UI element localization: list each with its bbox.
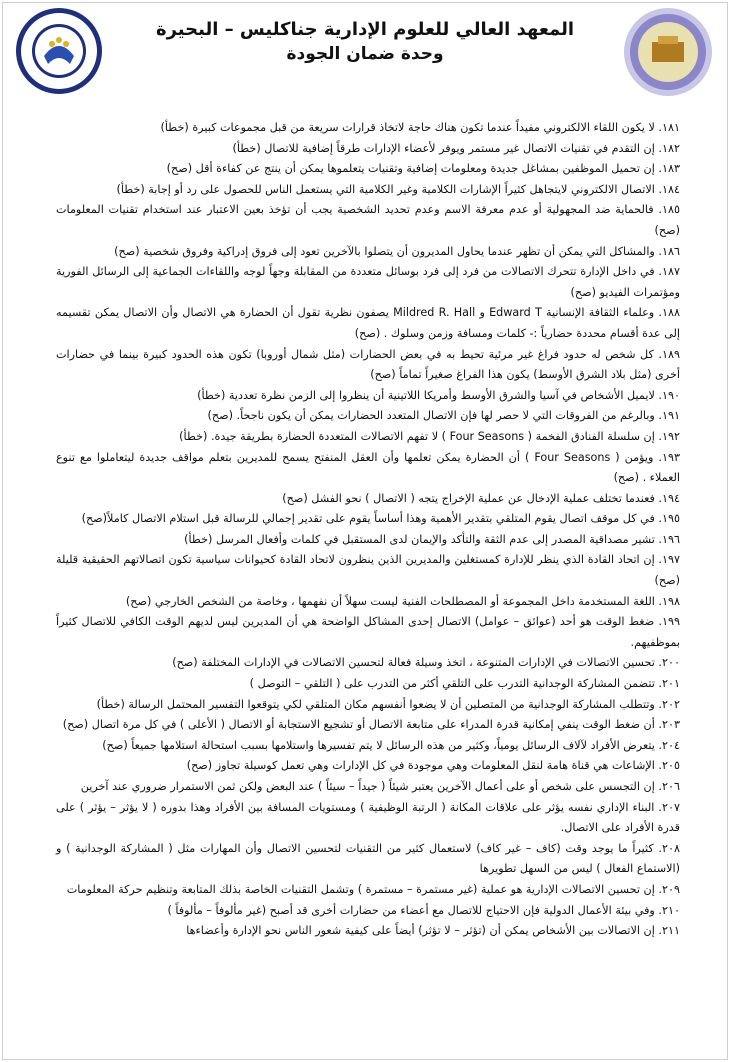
question-number: ١٨٥ xyxy=(661,203,680,217)
question-item xyxy=(56,756,680,777)
true-false-question-list xyxy=(56,118,680,942)
question-text: في داخل الإدارة تتحرك الاتصالات من فرد إلى فرد بوسائل متعددة من المقابلة وجهاً لوجه واللقاءات الجماعية إلى الرسائل الفورية ومؤتمرات الفيديو (صح) xyxy=(56,265,680,299)
question-item xyxy=(56,653,680,674)
question-text: الاتصال الالكتروني لايتجاهل كثيراً الإشارات الكلامية وغير الكلامية التي يستعمل الناس للحصول على رد أو إجابة (خطأ) xyxy=(116,182,655,196)
question-text: وفي بيئة الأعمال الدولية فإن الاحتياج للاتصال مع أعضاء من حضارات أخرى قد أصبح (غير مألوفاً – مألوفاً ) xyxy=(167,903,655,917)
number-separator: . xyxy=(654,718,662,732)
question-item xyxy=(56,777,680,798)
number-separator: . xyxy=(653,347,662,361)
question-number: ١٩٩ xyxy=(661,615,680,629)
question-number: ١٨٧ xyxy=(661,265,680,279)
question-text: وتتطلب المشاركة الوجدانية من المتصلين أن لا يضعوا أنفسهم مكان المتلقي لكي يتوقعوا التفسير المحتمل الرسالة (خطأ) xyxy=(96,697,655,711)
number-separator: . xyxy=(653,841,662,855)
question-item xyxy=(56,139,680,160)
question-text: والمشاكل التي يمكن أن تظهر عندما يحاول المديرون أن يتصلوا بالآخرين تعود إلى فروق إدراكية وفروق شخصية (صح) xyxy=(114,244,655,258)
question-item xyxy=(56,921,680,942)
question-number: ٢٠٦ xyxy=(661,780,680,793)
question-item xyxy=(56,839,680,880)
question-item xyxy=(56,592,680,613)
question-number: ١٩٠ xyxy=(661,388,680,402)
question-number: ١٩٣ xyxy=(661,450,680,464)
question-number: ١٨١ xyxy=(661,121,680,134)
number-separator: . xyxy=(654,491,662,505)
question-number: ١٩٤ xyxy=(661,491,680,505)
question-item xyxy=(56,427,680,448)
question-number: ٢٠٧ xyxy=(661,800,680,814)
unit-name: وحدة ضمان الجودة xyxy=(286,44,444,64)
question-text: لا يكون اللقاء الالكتروني مفيداً عندما تكون هناك حاجة لاتخاذ قرارات سريعة من قبل مجموعات كبيرة (خطأ) xyxy=(160,121,655,134)
number-separator: . xyxy=(653,450,662,464)
question-text: يتعرض الأفراد لآلاف الرسائل يومياً، وكثير من هذه الرسائل لا يتم تفسيرها واستلامها بسبب استحالة استلامها جميعاً (صح) xyxy=(102,738,655,752)
question-text: ويؤمن ( Four Seasons ) أن الحضارة يمكن تعلمها وأن العقل المنفتح يسمح للمديرين بتعلم مواقف جديدة ليتعاملوا مع تنوع العملاء . (صح) xyxy=(56,450,680,485)
question-item xyxy=(56,303,680,344)
number-separator: . xyxy=(654,594,662,608)
number-separator: . xyxy=(654,265,662,279)
question-number: ١٩٨ xyxy=(661,594,680,608)
question-text: كل شخص له حدود فراغ غير مرئية تحيط به في بعض الحضارات (مثل شمال أوروبا) تكون هذه الحدود كبيرة بينما في حضارات أخرى (مثل بلاد الشرق الأوسط) يكون هذا الفراغ صغيراً تماماً (صح) xyxy=(56,347,680,382)
question-text: الإشاعات هي قناة هامة لنقل المعلومات وهي موجودة في كل الإدارات وهي تعمل كوسيلة تجاوز (صح) xyxy=(186,759,655,773)
question-text: إن التجسس على شخص أو على أعمال الآخرين يعتبر شيئاً ( جيداً – سيئاً ) عند البعض ولكن ثمن الاستمرار ضروري عند آخرين xyxy=(80,780,655,793)
question-number: ١٩٢ xyxy=(661,429,680,443)
number-separator: . xyxy=(654,615,662,629)
question-item xyxy=(56,489,680,510)
question-number: ٢٠٤ xyxy=(661,738,680,752)
institute-logo xyxy=(622,6,714,98)
question-text: البناء الإداري نفسه يؤثر على علاقات المكانة ( الرتبة الوظيفية ) ومستويات المسافة بين الأفراد وهذا بدوره ( لا يؤثر – يؤثر ) على قدرة الأفراد على الاتصال. xyxy=(56,800,680,835)
question-item xyxy=(56,550,680,591)
question-text: كثيراً ما يوجد وقت (كاف – غير كاف) لاستعمال كثير من التقنيات لتحسين الاتصال وأن المهارات مثل ( المشاركة الوجدانية ) و (الاستماع الفعال ) ليس من السهل تطويرها xyxy=(56,841,680,876)
question-item xyxy=(56,159,680,180)
number-separator: . xyxy=(654,182,662,196)
number-separator: . xyxy=(653,203,662,217)
question-text: ضغط الوقت هو أحد (عوائق – عوامل) الاتصال إحدى المشاكل الواضحة هي أن المديرين ليس لديهم الوقت الكافي للاتصال كثيراً بموظفيهم. xyxy=(56,615,680,649)
question-text: إن سلسلة الفنادق الفخمة ( Four Seasons ) لا تفهم الاتصالات المتعددة الحضارة بطريقة جيدة. (خطأ) xyxy=(179,429,655,443)
question-text: تحسين الاتصالات في الإدارات المتنوعة ، اتخذ وسيلة فعالة لتحسين الاتصالات في الإدارات المختلفة (صح) xyxy=(172,656,655,670)
question-item xyxy=(56,345,680,386)
number-separator: . xyxy=(654,141,662,155)
question-number: ٢٠٨ xyxy=(661,841,680,855)
number-separator: . xyxy=(654,656,662,670)
number-separator: . xyxy=(654,306,662,320)
question-number: ٢٠٠ xyxy=(661,656,680,670)
page-header xyxy=(0,0,730,100)
question-text: وعلماء الثقافة الإنسانية Edward T و Mildred R. Hall يصفون نظرية تقول أن الحضارة هي الاتصال وأن الاتصال يمكن تقسيمه إلى عدة أقسام محددة حضارياً :- كلمات ومسافة وزمن وسلوك . (صح) xyxy=(56,306,680,340)
number-separator: . xyxy=(654,882,662,896)
question-item xyxy=(56,200,680,241)
question-number: ١٨٢ xyxy=(661,141,680,155)
question-text: فالحماية ضد المجهولية أو عدم معرفة الاسم وعدم تحديد الشخصية يجب أن تؤخذ بعين الاعتبار عند استخدام تقنيات المعلومات (صح) xyxy=(56,203,680,237)
question-item xyxy=(56,674,680,695)
question-text: وبالرغم من الفروقات التي لا حصر لها فإن الاتصال المتعدد الحضارات يمكن أن يكون ناجحاً. (صح) xyxy=(207,409,655,423)
question-text: فعندما تختلف عملية الإدخال عن عملية الإخراج يتجه ( الاتصال ) نحو الفشل (صح) xyxy=(282,491,655,505)
question-number: ٢١٠ xyxy=(661,903,680,917)
question-item xyxy=(56,612,680,653)
institute-title-block xyxy=(150,18,580,66)
question-number: ١٩٦ xyxy=(661,532,680,546)
question-text: اللغة المستخدمة داخل المجموعة أو المصطلحات الفنية ليست سهلاً أن نفهمها ، وخاصة من الشخص الخارجي (صح) xyxy=(125,594,655,608)
number-separator: . xyxy=(654,738,662,752)
number-separator: . xyxy=(654,409,662,423)
number-separator: . xyxy=(654,162,662,176)
question-item xyxy=(56,901,680,922)
question-item xyxy=(56,509,680,530)
number-separator: . xyxy=(654,429,662,443)
question-number: ١٨٩ xyxy=(661,347,680,361)
number-separator: . xyxy=(654,903,662,917)
number-separator: . xyxy=(654,800,662,814)
question-text: إن تحسين الاتصالات الإدارية هو عملية (غير مستمرة – مستمرة ) وتشمل التقنيات الخاصة بذلك المتابعة وتنظيم حركة المعلومات xyxy=(66,882,655,896)
question-item xyxy=(56,530,680,551)
number-separator: . xyxy=(654,121,662,134)
question-number: ٢٠١ xyxy=(661,677,680,691)
question-item xyxy=(56,448,680,489)
question-number: ١٩٥ xyxy=(661,512,680,526)
question-text: إن اتحاد القادة الذي ينظر للإدارة كمستغلين والمديرين الذين ينظرون لاتحاد القادة كحيوانات سياسية تكون اتصالاتهم الحقيقية قليلة (صح) xyxy=(56,553,680,588)
question-item xyxy=(56,695,680,716)
question-item xyxy=(56,715,680,736)
number-separator: . xyxy=(654,512,662,526)
question-text: تشير مصداقية المصدر إلى عدم الثقة والتأكد والإيمان لدى المستقبل في كلمات وأفعال المرسل (خطأ) xyxy=(184,532,655,546)
question-item xyxy=(56,798,680,839)
question-number: ١٨٤ xyxy=(661,182,680,196)
question-number: ٢٠٩ xyxy=(661,882,680,896)
question-number: ١٨٣ xyxy=(661,162,680,176)
question-text: تتضمن المشاركة الوجدانية التدرب على التلقي أكثر من التدرب على ( التلقي – التوصل ) xyxy=(249,677,655,691)
question-number: ١٩١ xyxy=(661,409,680,423)
question-text: إن الاتصالات بين الأشخاص يمكن أن (تؤثر – لا تؤثر) أيضاً على كيفية شعور الناس نحو الإدارة وأعضاءها xyxy=(186,924,655,938)
question-text: إن التقدم في تقنيات الاتصال غير مستمر ويوفر لأعضاء الإدارات طرقاً إضافية للاتصال (خطأ) xyxy=(232,141,655,155)
question-item xyxy=(56,242,680,263)
question-item xyxy=(56,180,680,201)
question-text: في كل موقف اتصال يقوم المتلقي بتقدير الأهمية وهذا أساساً يقوم على تقدير إجمالي للرسالة قبل استلام الاتصال كاملاً(صح) xyxy=(81,512,655,526)
question-number: ٢٠٢ xyxy=(661,697,680,711)
question-item xyxy=(56,386,680,407)
number-separator: . xyxy=(654,388,662,402)
institute-name: المعهد العالي للعلوم الإدارية جناكليس – البحيرة xyxy=(155,19,575,40)
question-item xyxy=(56,118,680,139)
question-text: إن تحميل الموظفين بمشاغل جديدة ومعلومات إضافية وتقنيات يتعلموها يمكن أن ينتج عن كفاءة أقل (صح) xyxy=(166,162,655,176)
number-separator: . xyxy=(654,697,662,711)
question-number: ٢٠٥ xyxy=(661,759,680,773)
number-separator: . xyxy=(654,244,662,258)
question-number: ٢٠٣ xyxy=(661,718,680,732)
number-separator: . xyxy=(654,553,662,567)
question-item xyxy=(56,262,680,303)
number-separator: . xyxy=(654,677,662,691)
question-item xyxy=(56,406,680,427)
number-separator: . xyxy=(654,780,662,793)
question-number: ١٨٨ xyxy=(661,306,680,320)
question-number: ١٨٦ xyxy=(661,244,680,258)
question-number: ١٩٧ xyxy=(661,553,680,567)
question-text: لايميل الأشخاص في آسيا والشرق الأوسط وأمريكا اللاتينية أن ينظروا إلى الزمن نظرة تعددية (خطأ) xyxy=(197,388,655,402)
number-separator: . xyxy=(654,924,662,938)
number-separator: . xyxy=(654,532,662,546)
number-separator: . xyxy=(654,759,662,773)
question-item xyxy=(56,736,680,757)
quality-assurance-logo xyxy=(14,6,104,96)
question-text: أن ضغط الوقت ينفي إمكانية قدرة المدراء على متابعة الاتصال أو تشجيع الاستجابة أو الاتصال ( الأعلى ) في كل مرة اتصال (صح) xyxy=(62,718,655,732)
question-item xyxy=(56,880,680,901)
question-number: ٢١١ xyxy=(661,924,680,938)
